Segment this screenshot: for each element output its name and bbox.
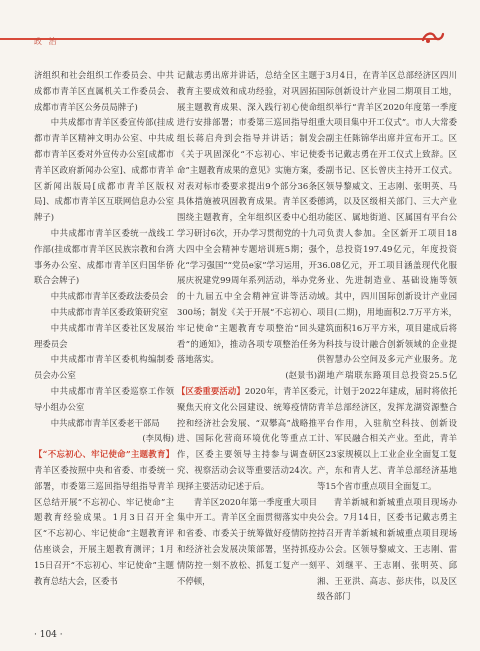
paragraph: 青羊区2020年第一季度重大项目集中开工。青羊区全面贯彻落实中央和省委、市委关于统筹做好疫情防控和经济社会发展决策部署，坚持抓疫情防控一刻不放松、抓复工复产一刻不停顿， [177, 496, 317, 586]
section-title: 政 治 [34, 37, 59, 46]
paragraph: 济组织和社会组织工作委员会、中共成都市青羊区直属机关工作委员会、成都市青羊区公务员局牌子) [34, 70, 174, 112]
author-signature: (李凤梅) [142, 433, 174, 444]
heading-text: 青羊区委按照中央和省委、市委统一部署，市委第三巡回指导组指导青羊区总结开展“不忘初心、牢记使命”主题教育经验成果。1月3日召开全区“不忘初心、牢记使命”主题教育评估座谈会，开展主题教育测评；1月15日召开“不忘初心、牢记使命”主题教育总结大会，区委书 [34, 464, 174, 586]
paragraph: 中共成都市青羊区委巡察工作领导小组办公室 [34, 385, 174, 412]
paragraph: 中共成都市青羊区委统一战线工作部(挂成都市青羊区民族宗教和台湾事务办公室、成都市青羊区归国华侨联合会牌子) [34, 227, 174, 286]
section-heading: 【“不忘初心、牢记使命”主题教育】 [34, 449, 174, 460]
header-rule [0, 38, 440, 40]
paragraph: 中共成都市青羊区委宣传部(挂成都市青羊区精神文明办公室、中共成都市青羊区委对外宣传办公室[成都市青羊区政府新闻办公室]、成都市青羊区新闻出版局[成都市青羊区版权局]、成都市青羊区互联网信息办公室牌子) [34, 117, 174, 223]
text-column-2 [177, 68, 317, 589]
heading-paragraph [34, 447, 174, 589]
text-column-3 [317, 68, 457, 605]
paragraph: 中共成都市青羊区委老干部局 [50, 417, 160, 428]
paragraph: 中共成都市青羊区委政策研究室 [50, 306, 169, 317]
paragraph: 记戴志勇出席并讲话，总结全区主题教育主要成效和成功经验，对巩固拓展主题教育成果、深入践行初心使命进行安排部署；市委第三巡回指导组组长蒋启舟到会指导并讲话；制发《关于巩固深化“不忘初心、牢记使命”主题教育成果的意见》实施方案，对表对标市委要求提出9个部分36条具体措施被巩固教育成果。青羊区委围绕主题教育，全年组织区委中心组学习研讨6次，开办学习贯彻党的十九大四中全会精神专题培训班5期；强化“学习强国”“党员e家”学习运用，开展庆祝建党99周年系列活动，举办党的十九届五中全会精神宣讲等活动300场；制发《关于开展“不忘初心、牢记使命”主题教育专项整治“回头看”的通知》，推动各项专项整治任务落地落实。 [177, 70, 317, 365]
page-number: · 104 · [34, 630, 63, 640]
text-column-1 [34, 68, 174, 589]
paragraph: 中共成都市青羊区委社区发展治理委员会 [34, 322, 174, 349]
paragraph: 青羊新城和新城重点项目现场办公会。7月14日，区委书记戴志勇主持召开青羊新城和新城重点项目现场办公会。区领导黎威文、王志刚、雷平、刘继平、王志刚、张明英、邱湘、王亚洪、高志、彭庆伟，以及区级各部门 [317, 496, 457, 602]
page-header [0, 0, 480, 50]
section-heading: 【区委重要活动】 [177, 385, 245, 396]
paragraph: 于3月4日，在青羊区总部经济区四川国际创新设计产业园二期项目工地，组织举行“青羊区2020年度第一季度重大项目集中开工仪式”。市人大常委会副主任陈锦华出席并宣布开工。区委书记戴志勇在开工仪式上致辞。区委副书记、区长曾庆主持开工仪式。区领导黎威文、王志刚、张明英、马德鸿，以及区级相关部门、三大产业功能区、属地街道、区属国有平台公司负责人参加。全区新开工项目18个，总投资197.49亿元，年度投资36.08亿元，开工项目涵盖现代化服务业、先进制造业、基础设施等领域。其中，四川国际创新设计产业园项目(二期)，用地面积2.7万平方米，建筑面积16万平方米，项目建成后将为科技与设计融合创新领域的企业提供智慧办公空间及多元产业服务。龙湖地产瑞联东路项目总投资25.5亿元，计划于2022年建成，届时将依托青羊总部经济区，发挥龙湖资源整合平台作用，入驻航空科技、创新设计、军民融合相关产业。至此，青羊区23家规模以上工业企业全面复工复产，东和青人艺、青羊总部经济基地等15个省市重点项目全面复工。 [317, 70, 457, 491]
paragraph: 中共成都市青羊区委政法委员会 [50, 291, 169, 302]
author-signature: (赵景书) [285, 370, 317, 381]
paragraph: 中共成都市青羊区委机构编制委员会办公室 [34, 354, 174, 381]
decorative-swirl-icon [420, 28, 446, 46]
heading-paragraph [177, 384, 317, 495]
heading-text: 2020年，青羊区委聚焦天府文化公园建设、统筹疫情防控和经济社会发展、“双攀高”战略推进、国际化营商环境优化等重点工作，区委主要领导主持参与调查研究、视察活动会议等重要活动24次。现择主要活动记述于后。 [177, 385, 317, 491]
